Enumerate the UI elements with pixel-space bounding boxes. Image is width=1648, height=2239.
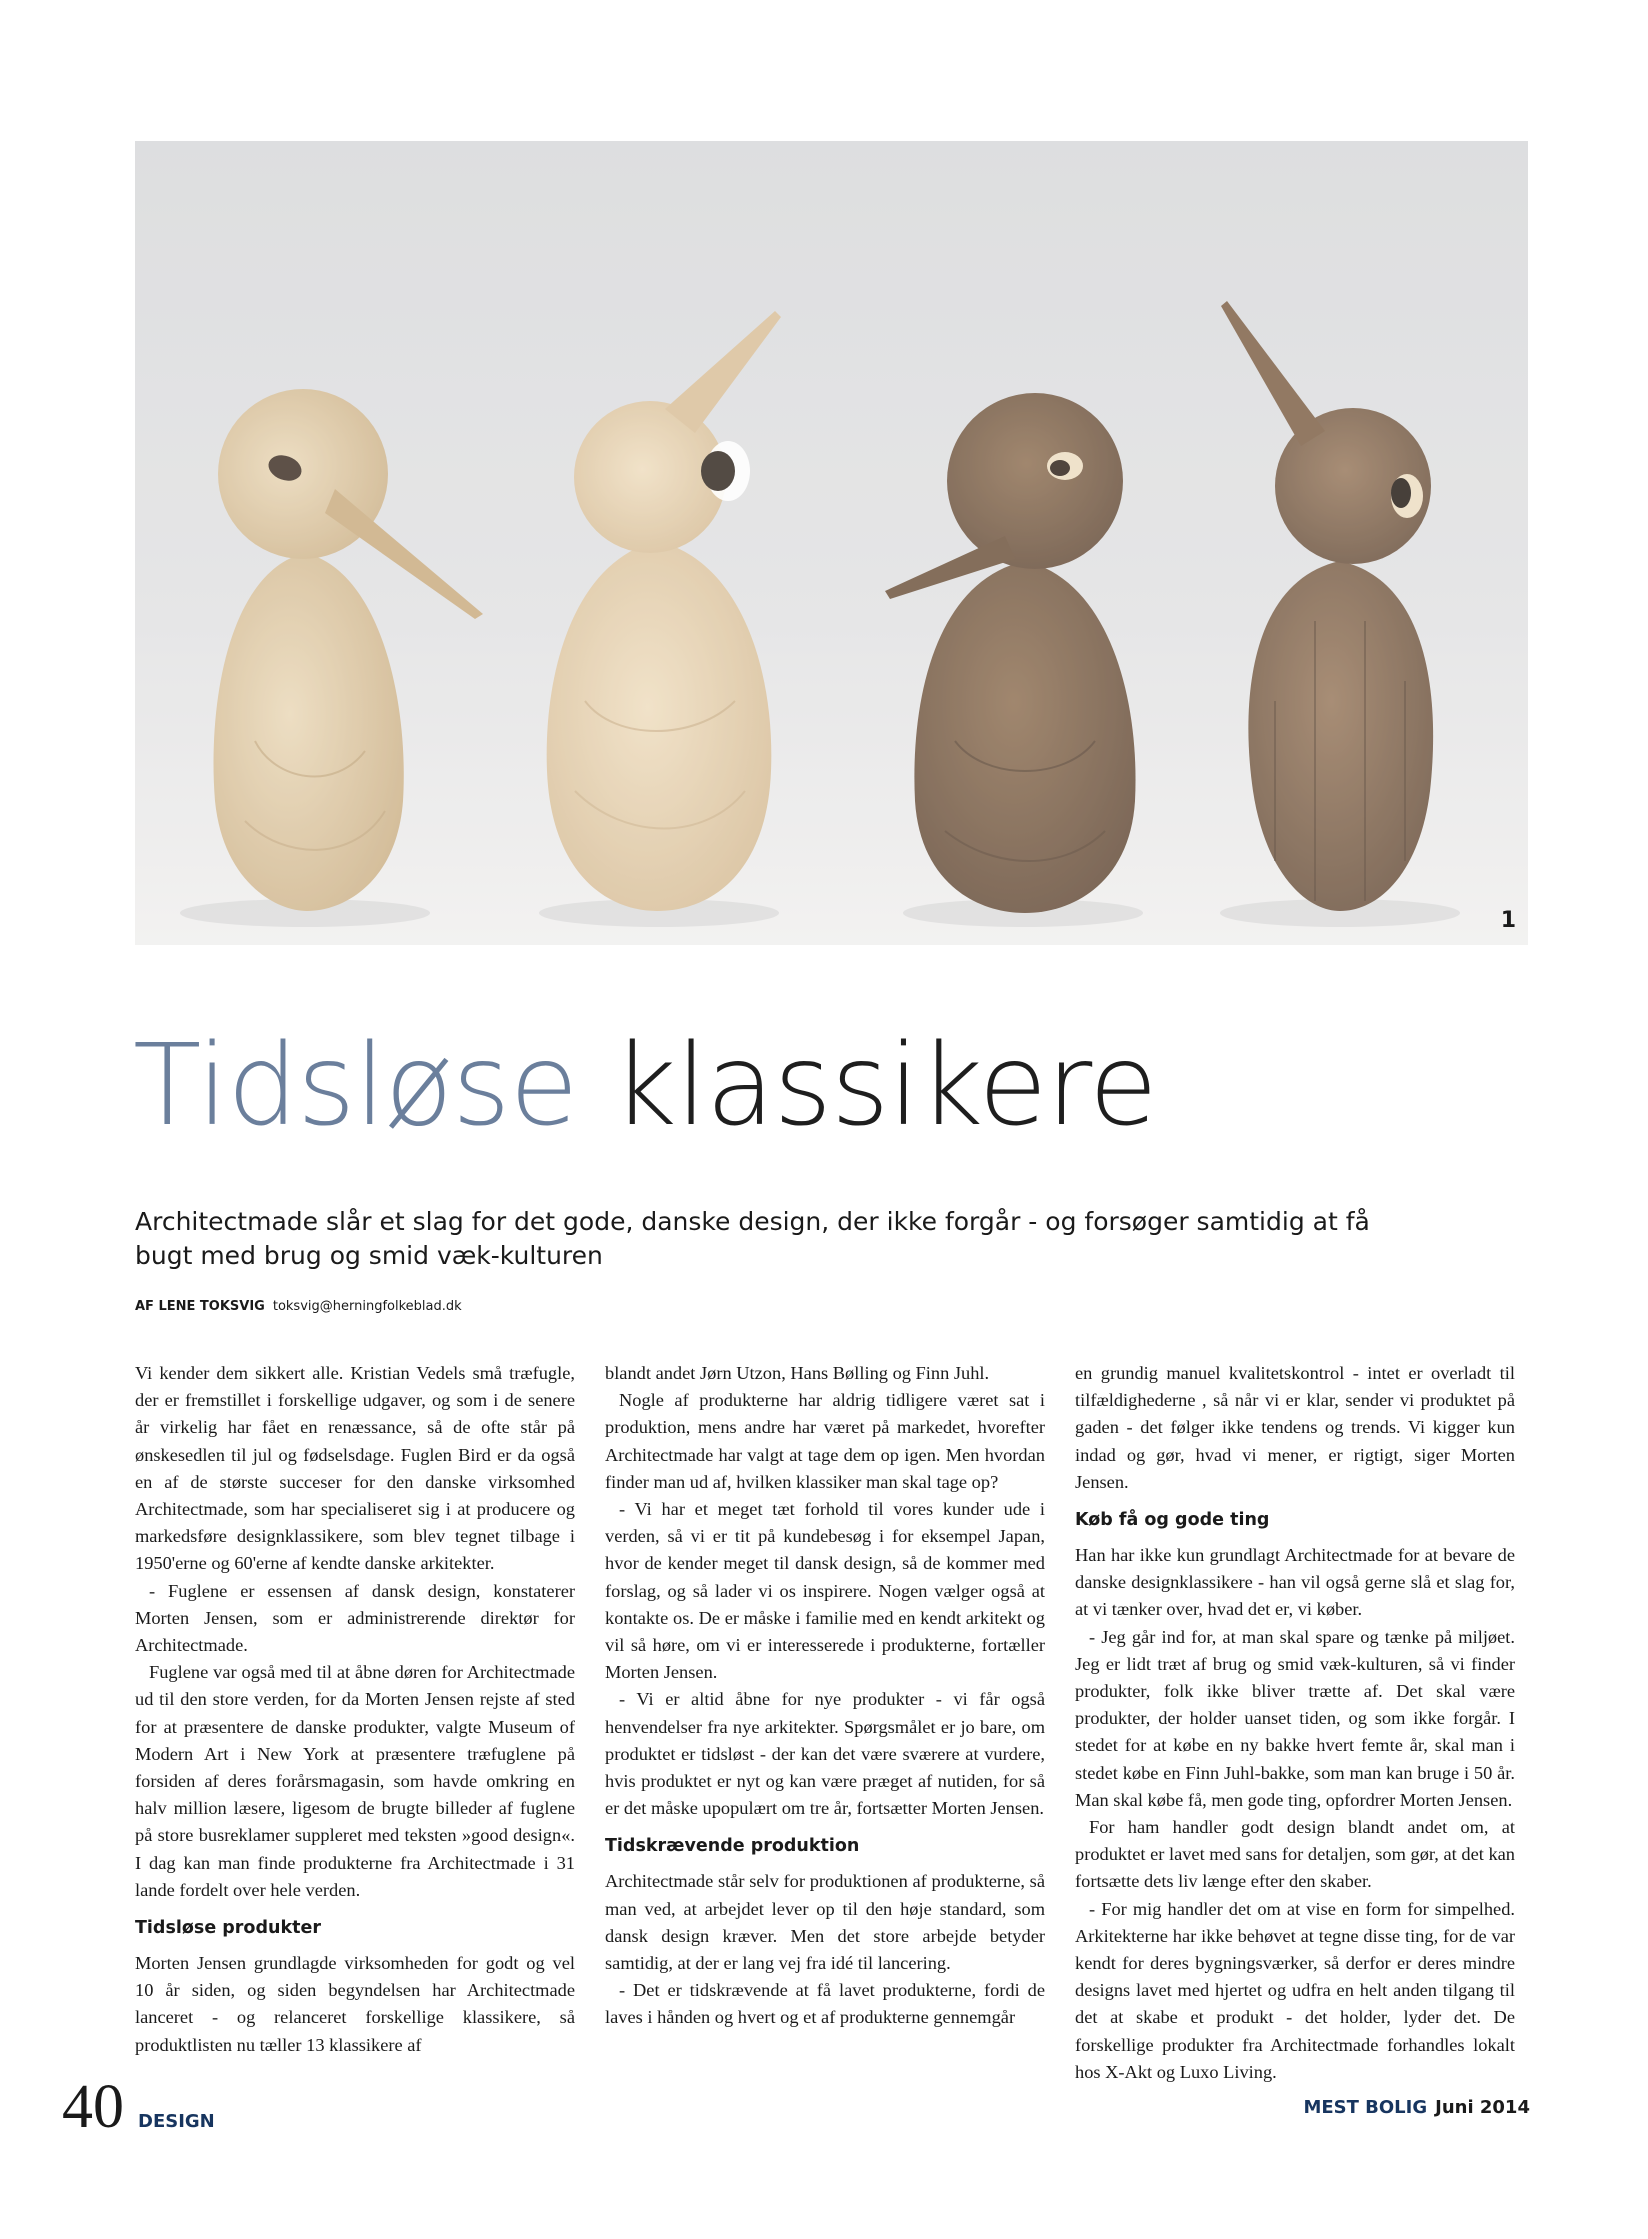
paragraph: Nogle af produkterne har aldrig tidligere været sat i produktion, mens andre har været på markedet, hvorefter Architectmade har valgt at tage dem op igen. Men hvordan finder man ud af, hvilken klassiker man skal tage op? xyxy=(605,1390,1045,1492)
paragraph: Fuglene var også med til at åbne døren for Architectmade ud til den store verden, for da Morten Jensen rejste af sted for at præsentere de danske produkter, valgte Museum of Modern Art i New York at præsentere træfuglene på forsiden af deres forårsmagasin, som havde omkring en halv million læsere, ligesom de brugte billeder af fuglene på store busreklamer suppleret med teksten »good design«. I dag kan man finde produkterne fra Architectmade i 31 lande fordelt over hele verden. xyxy=(135,1662,575,1900)
issue-date: Juni 2014 xyxy=(1435,2097,1530,2118)
paragraph: Han har ikke kun grundlagt Architectmade for at bevare de danske designklassikere - han vil også gerne slå et slag for, at vi tænker over, hvad det er, vi køber. xyxy=(1075,1545,1515,1620)
text-column-3 xyxy=(1075,1360,1515,2086)
paragraph: - Vi har et meget tæt forhold til vores kunder ude i verden, så vi er tit på kundebesøg i for eksempel Japan, hvor de kender meget til dansk design, så de kommer med forslag, og så lader vi os inspirere. Nogen vælger også at kontakte os. De er måske i familie med en kendt arkitekt og vil så høre, om vi er interesserede i produkterne, fortæller Morten Jensen. xyxy=(605,1499,1045,1683)
subheading: Køb få og gode ting xyxy=(1075,1510,1270,1531)
text-column-2 xyxy=(605,1360,1045,2032)
footer-right xyxy=(1303,2097,1530,2118)
paragraph: - Jeg går ind for, at man skal spare og tænke på miljøet. Jeg er lidt træt af brug og smid væk-kulturen, så vi finder produkter, folk ikke bliver trætte af. Det skal være produkter, der holder uanset tiden, og som ikke forgår. I stedet for at købe en ny bakke hvert femte år, skal man i stedet købe en Finn Juhl-bakke, som man kan bruge i 50 år. Man skal købe få, men gode ting, opfordrer Morten Jensen. xyxy=(1075,1626,1515,1810)
paragraph: - Vi er altid åbne for nye produkter - vi får også henvendelser fra nye arkitekter. Spørgsmålet er jo bare, om produktet er tidsløst - der kan det være sværere at vurdere, hvis produktet er nyt og kan være præget af nutiden, for så er det måske upopulært om tre år, fortsætter Morten Jensen. xyxy=(605,1689,1045,1819)
title-part-1: Tidsløse xyxy=(133,1021,578,1151)
wooden-birds-illustration xyxy=(135,141,1528,945)
byline xyxy=(135,1299,462,1314)
footer-left xyxy=(62,2073,215,2141)
paragraph: Architectmade står selv for produktionen af produkterne, så man ved, at arbejdet lever op til den høje standard, som dansk design kræver. Men det store arbejde betyder samtidig, at der er lang vej fra idé til lancering. xyxy=(605,1871,1045,1974)
page-number: 40 xyxy=(62,2073,124,2141)
paragraph: - Det er tidskrævende at få lavet produkterne, fordi de laves i hånden og hvert og et af produkterne gennemgår xyxy=(605,1980,1045,2028)
byline-author: AF LENE TOKSVIG xyxy=(135,1299,265,1314)
paragraph: - For mig handler det om at vise en form for simpelhed. Arkitekterne har ikke behøvet at tegne disse ting, for de var kendt for deres bygningsværker, så derfor er deres mindre designs lavet med hjertet og udfra en helt anden tilgang til det at skabe et produkt - det holder, lyder det. De forskellige produkter fra Architectmade forhandles lokalt hos X-Akt og Luxo Living. xyxy=(1075,1898,1515,2082)
photo-caption-number: 1 xyxy=(1500,908,1516,933)
paragraph: Vi kender dem sikkert alle. Kristian Vedels små træfugle, der er fremstillet i forskellige udgaver, og som i de senere år virkelig har fået en renæssance, så de ofte står på ønskesedlen til jul og fødselsdage. Fuglen Bird er da også en af de største succeser for den danske virksomhed Architectmade, som har specialiseret sig i at producere og markedsføre designklassikere, som blev tegnet tilbage i 1950'erne og 60'erne af kendte danske arkitekter. xyxy=(135,1363,575,1574)
hero-photo xyxy=(135,141,1528,945)
magazine-name: MEST BOLIG xyxy=(1303,2097,1428,2118)
article-title xyxy=(133,1021,1157,1151)
paragraph: Morten Jensen grundlagde virksomheden for godt og vel 10 år siden, og siden begyndelsen har Architectmade lanceret - og relanceret forskellige klassikere, så produktlisten nu tæller 13 klassikere af xyxy=(135,1953,575,2055)
subheading: Tidsløse produkter xyxy=(135,1918,321,1939)
paragraph: For ham handler godt design blandt andet om, at produktet er lavet med sans for detaljen, som gør, at det kan fortsætte dets liv længe efter den skaber. xyxy=(1075,1817,1515,1892)
subheading: Tidskrævende produktion xyxy=(605,1836,860,1857)
paragraph: en grundig manuel kvalitetskontrol - intet er overladt til tilfældighederne , så når vi er klar, sender vi produktet på gaden - det følger ikke tendens og trends. Vi kigger kun indad og gør, hvad vi mener, er rigtigt, siger Morten Jensen. xyxy=(1075,1363,1515,1492)
paragraph: blandt andet Jørn Utzon, Hans Bølling og Finn Juhl. xyxy=(605,1363,990,1383)
title-part-2: klassikere xyxy=(612,1021,1157,1151)
article-subtitle: Architectmade slår et slag for det gode, danske design, der ikke forgår - og forsøger samtidig at få bugt med brug og smid væk-kulturen xyxy=(135,1207,1370,1270)
paragraph: - Fuglene er essensen af dansk design, konstaterer Morten Jensen, som er administrerende direktør for Architectmade. xyxy=(135,1580,575,1656)
section-label: DESIGN xyxy=(138,2111,215,2132)
byline-email: toksvig@herningfolkeblad.dk xyxy=(272,1299,462,1314)
text-column-1 xyxy=(135,1360,575,2059)
